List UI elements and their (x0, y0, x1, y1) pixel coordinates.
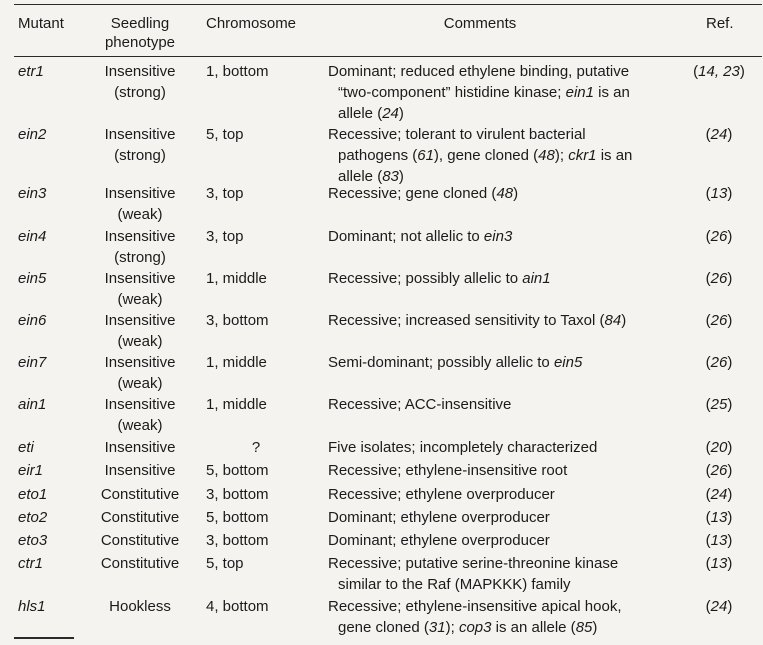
reference (688, 226, 750, 247)
seedling-phenotype (92, 394, 188, 436)
reference-number: 20 (710, 439, 728, 456)
comments (328, 530, 680, 551)
phenotype-line: Constitutive (100, 509, 180, 526)
text-segment: ); (445, 619, 459, 636)
comments (328, 460, 680, 481)
reference-number: 25 (710, 396, 728, 413)
mutant-name: ein3 (18, 185, 47, 202)
seedling-phenotype (92, 460, 188, 481)
chromosome-location: 3, bottom (206, 312, 269, 329)
text-segment: Dominant; not allelic to (328, 228, 484, 245)
text-segment: Recessive; ethylene-insensitive root (328, 462, 568, 479)
comments (328, 352, 680, 373)
mutant-name: eto1 (18, 486, 48, 503)
seedling-phenotype (92, 310, 188, 352)
chromosome-location: 4, bottom (206, 598, 269, 615)
comment-line (328, 437, 680, 458)
chromosome-location: 3, bottom (206, 532, 269, 549)
mutant-name: ctr1 (18, 555, 44, 572)
reference-paren: ( (705, 462, 711, 479)
comment-line (328, 61, 680, 82)
text-segment: ) (621, 312, 627, 329)
italic-text: 83 (382, 168, 399, 185)
mutant-name: eir1 (18, 462, 44, 479)
reference (688, 507, 750, 528)
reference-number: 24 (710, 126, 728, 143)
comments (328, 484, 680, 505)
phenotype-line: (weak) (117, 333, 163, 350)
italic-text: cop3 (458, 619, 492, 636)
reference-paren: ) (727, 486, 733, 503)
mutant-name: ein2 (18, 126, 47, 143)
reference-paren: ) (727, 462, 733, 479)
reference-number: 26 (710, 312, 728, 329)
reference (688, 352, 750, 373)
mutant-name: eto3 (18, 532, 48, 549)
comment-line (328, 124, 680, 145)
seedling-phenotype (92, 437, 188, 458)
comment-line (328, 145, 680, 166)
reference-paren: ) (727, 270, 733, 287)
reference-paren: ) (727, 598, 733, 615)
italic-text: ein1 (565, 84, 594, 101)
text-segment: Recessive; ACC-insensitive (328, 396, 512, 413)
phenotype-line: Insensitive (104, 396, 176, 413)
text-segment: Recessive; ethylene-insensitive apical hook, (328, 598, 622, 615)
reference-paren: ) (727, 396, 733, 413)
chromosome-location: 3, top (206, 228, 244, 245)
mutant-name: ain1 (18, 396, 47, 413)
reference-number: 26 (710, 462, 728, 479)
mutant-name: ein4 (18, 228, 47, 245)
phenotype-line: Insensitive (104, 228, 176, 245)
reference (688, 394, 750, 415)
reference-paren: ( (705, 270, 711, 287)
chromosome-location: 5, top (206, 126, 244, 143)
chromosome-location: 3, top (206, 185, 244, 202)
reference-paren: ( (705, 439, 711, 456)
italic-text: 48 (538, 147, 555, 164)
comments (328, 61, 680, 124)
reference-paren: ( (705, 532, 711, 549)
header-ref: Ref. (706, 15, 734, 32)
phenotype-line: Insensitive (104, 439, 176, 456)
chromosome-location: 1, middle (206, 270, 267, 287)
reference (688, 437, 750, 458)
reference-paren: ) (727, 185, 733, 202)
text-segment: pathogens ( (338, 147, 418, 164)
reference (688, 530, 750, 551)
header-phenotype (92, 14, 188, 52)
reference-number: 26 (710, 354, 728, 371)
comments (328, 394, 680, 415)
chromosome-location: 5, bottom (206, 462, 269, 479)
reference-paren: ( (693, 63, 699, 80)
phenotype-line: Insensitive (104, 312, 176, 329)
text-segment: Semi-dominant; possibly allelic to (328, 354, 554, 371)
reference (688, 596, 750, 617)
text-segment: Five isolates; incompletely characterized (328, 439, 598, 456)
italic-text: ein3 (483, 228, 513, 245)
text-segment: ), gene cloned ( (433, 147, 539, 164)
text-segment: Dominant; ethylene overproducer (328, 532, 550, 549)
italic-text: 61 (417, 147, 434, 164)
seedling-phenotype (92, 268, 188, 310)
reference-number: 26 (710, 270, 728, 287)
phenotype-line: Constitutive (100, 555, 180, 572)
header-phenotype-line1: Seedling (110, 15, 170, 32)
phenotype-line: (strong) (114, 249, 166, 266)
reference (688, 484, 750, 505)
reference-paren: ) (727, 532, 733, 549)
reference-paren: ( (705, 486, 711, 503)
reference-number: 13 (710, 555, 728, 572)
text-segment: Dominant; ethylene overproducer (328, 509, 550, 526)
seedling-phenotype (92, 553, 188, 574)
reference-paren: ( (705, 354, 711, 371)
comment-line (328, 352, 680, 373)
text-segment: Recessive; putative serine-threonine kinase (328, 555, 619, 572)
reference-number: 24 (710, 598, 728, 615)
chromosome-location: 1, bottom (206, 63, 269, 80)
text-segment: Recessive; ethylene overproducer (328, 486, 555, 503)
text-segment: Dominant; reduced ethylene binding, putative (328, 63, 630, 80)
reference-paren: ) (727, 354, 733, 371)
seedling-phenotype (92, 596, 188, 617)
header-mutant: Mutant (18, 15, 64, 32)
reference-paren: ( (705, 228, 711, 245)
text-segment: similar to the Raf (MAPKKK) family (338, 576, 571, 593)
reference-paren: ) (727, 509, 733, 526)
comment-line (328, 460, 680, 481)
reference-paren: ( (705, 126, 711, 143)
table-bottom-rule (14, 637, 74, 639)
italic-text: 31 (428, 619, 446, 636)
phenotype-line: Constitutive (100, 532, 180, 549)
comments (328, 124, 680, 187)
italic-text: 48 (496, 185, 514, 202)
comment-line (328, 103, 680, 124)
reference-number: 26 (710, 228, 728, 245)
italic-text: ein5 (553, 354, 583, 371)
text-segment: “two-component” histidine kinase; (338, 84, 566, 101)
phenotype-line: (weak) (117, 417, 163, 434)
comment-line (328, 507, 680, 528)
text-segment: is an allele ( (491, 619, 576, 636)
comment-line (328, 183, 680, 204)
phenotype-line: (strong) (114, 147, 166, 164)
mutant-name: ein7 (18, 354, 47, 371)
italic-text: 84 (604, 312, 622, 329)
text-segment: allele ( (338, 168, 383, 185)
chromosome-location: 5, top (206, 555, 244, 572)
phenotype-line: Insensitive (104, 126, 176, 143)
phenotype-line: Insensitive (104, 270, 176, 287)
reference-paren: ( (705, 312, 711, 329)
comments (328, 507, 680, 528)
text-segment: ) (592, 619, 598, 636)
phenotype-line: Insensitive (104, 185, 176, 202)
header-comments: Comments (443, 15, 517, 32)
table-header-rule (14, 56, 762, 57)
seedling-phenotype (92, 226, 188, 268)
text-segment: ) (398, 168, 404, 185)
comment-line (328, 574, 680, 595)
comment-line (328, 394, 680, 415)
reference-paren: ( (705, 185, 711, 202)
phenotype-line: (strong) (114, 84, 166, 101)
text-segment: ) (398, 105, 404, 122)
reference-number: 13 (710, 185, 728, 202)
phenotype-line: Insensitive (104, 354, 176, 371)
text-segment: Recessive; increased sensitivity to Taxol ( (328, 312, 605, 329)
italic-text: 24 (382, 105, 399, 122)
comment-line (328, 596, 680, 617)
comment-line (328, 553, 680, 574)
phenotype-line: (weak) (117, 206, 163, 223)
comment-line (328, 82, 680, 103)
reference-number: 13 (710, 532, 728, 549)
text-segment: ) (513, 185, 519, 202)
phenotype-line: Insensitive (104, 63, 176, 80)
reference-number: 13 (710, 509, 728, 526)
reference-paren: ) (727, 228, 733, 245)
comment-line (328, 310, 680, 331)
comment-line (328, 617, 680, 638)
mutant-name: eti (18, 439, 34, 456)
phenotype-line: Insensitive (104, 462, 176, 479)
text-segment: Recessive; gene cloned ( (328, 185, 497, 202)
table-top-rule (14, 4, 762, 5)
seedling-phenotype (92, 124, 188, 166)
seedling-phenotype (92, 507, 188, 528)
reference-paren: ) (727, 555, 733, 572)
text-segment: allele ( (338, 105, 383, 122)
comment-line (328, 268, 680, 289)
reference-paren: ( (705, 598, 711, 615)
seedling-phenotype (92, 352, 188, 394)
comments (328, 310, 680, 331)
comment-line (328, 484, 680, 505)
reference (688, 183, 750, 204)
reference-number: 14, 23 (698, 63, 740, 80)
comment-line (328, 226, 680, 247)
reference-paren: ) (727, 126, 733, 143)
reference (688, 61, 750, 82)
text-segment: is an (593, 84, 630, 101)
phenotype-line: Constitutive (100, 486, 180, 503)
italic-text: ckr1 (568, 147, 597, 164)
comments (328, 268, 680, 289)
header-chromosome: Chromosome (206, 15, 297, 32)
seedling-phenotype (92, 530, 188, 551)
comments (328, 553, 680, 595)
comments (328, 437, 680, 458)
chromosome-location: 1, middle (206, 396, 267, 413)
reference-number: 24 (710, 486, 728, 503)
reference (688, 310, 750, 331)
reference-paren: ( (705, 555, 711, 572)
reference-paren: ) (739, 63, 745, 80)
reference-paren: ( (705, 396, 711, 413)
comments (328, 596, 680, 638)
chromosome-location: 5, bottom (206, 509, 269, 526)
reference-paren: ) (727, 312, 733, 329)
reference-paren: ) (727, 439, 733, 456)
reference (688, 124, 750, 145)
reference (688, 460, 750, 481)
text-segment: Recessive; possibly allelic to (328, 270, 523, 287)
mutant-name: etr1 (18, 63, 44, 80)
phenotype-line: (weak) (117, 375, 163, 392)
header-phenotype-line2: phenotype (104, 34, 176, 51)
mutant-name: eto2 (18, 509, 48, 526)
mutant-name: hls1 (18, 598, 46, 615)
seedling-phenotype (92, 484, 188, 505)
text-segment: Recessive; tolerant to virulent bacterial (328, 126, 586, 143)
mutant-name: ein6 (18, 312, 47, 329)
comments (328, 226, 680, 247)
reference (688, 268, 750, 289)
phenotype-line: Hookless (109, 598, 171, 615)
text-segment: ); (554, 147, 569, 164)
reference (688, 553, 750, 574)
chromosome-location: 3, bottom (206, 486, 269, 503)
phenotype-line: (weak) (117, 291, 163, 308)
italic-text: ain1 (522, 270, 551, 287)
text-segment: is an (596, 147, 633, 164)
seedling-phenotype (92, 61, 188, 103)
chromosome-location: 1, middle (206, 354, 267, 371)
seedling-phenotype (92, 183, 188, 225)
mutant-name: ein5 (18, 270, 47, 287)
chromosome-location: ? (251, 439, 261, 456)
comments (328, 183, 680, 204)
italic-text: 85 (575, 619, 593, 636)
comment-line (328, 530, 680, 551)
reference-paren: ( (705, 509, 711, 526)
text-segment: gene cloned ( (338, 619, 429, 636)
